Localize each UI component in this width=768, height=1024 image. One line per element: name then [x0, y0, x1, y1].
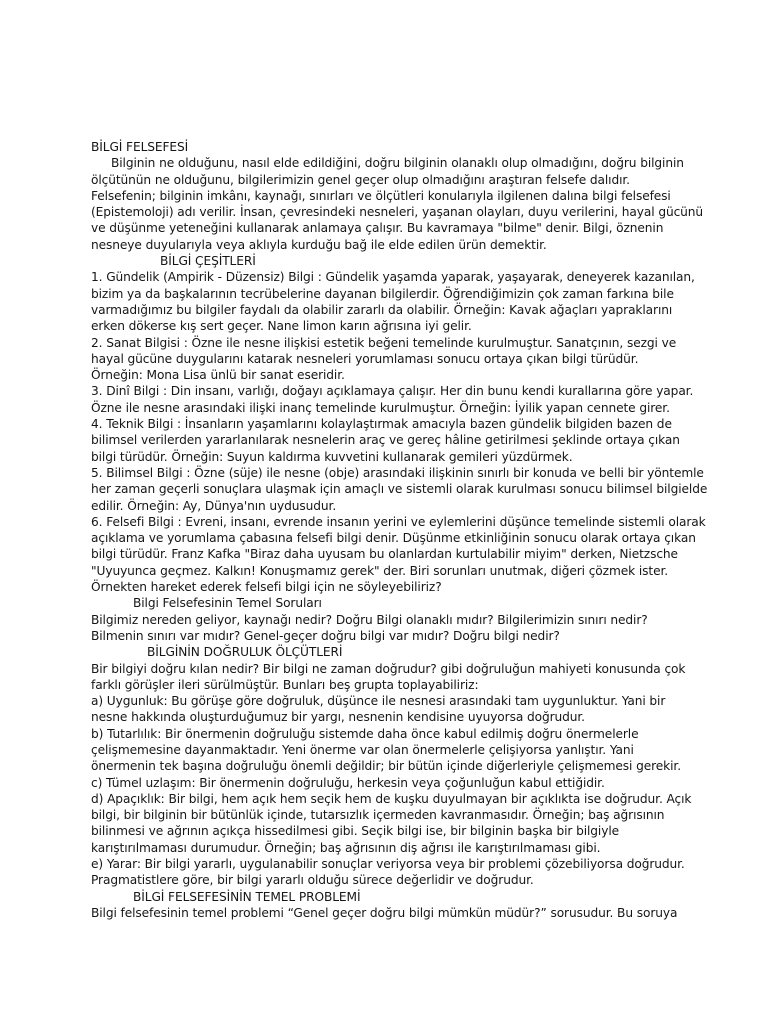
paragraph-line: Felsefenin; bilginin imkânı, kaynağı, sınırları ve ölçütleri konularıyla ilgilenen dalına bilgi felsefesi [91, 188, 671, 203]
paragraph-line: karıştırılmaması durumudur. Örneğin; baş ağrısının diş ağrısı ile karıştırılmaması gibi. [91, 840, 601, 855]
paragraph-line: 2. Sanat Bilgisi : Özne ile nesne ilişkisi estetik beğeni temelinde kurulmuştur. Sanatçının, sezgi ve [91, 335, 677, 350]
paragraph-line: bizim ya da başkalarının tecrübelerine dayanan bilgilerdir. Öğrendiğimizin çok zaman farkına bile [91, 286, 674, 301]
paragraph-line: b) Tutarlılık: Bir önermenin doğruluğu sistemde daha önce kabul edilmiş doğru önermelerle [91, 726, 639, 741]
paragraph-line: Bilgimiz nereden geliyor, kaynağı nedir? Doğru Bilgi olanaklı mıdır? Bilgilerimizin sınırı nedir? [91, 612, 648, 627]
paragraph-line: 5. Bilimsel Bilgi : Özne (süje) ile nesne (obje) arasındaki ilişkinin sınırlı bir konuda ve belli bir yöntemle [91, 465, 704, 480]
paragraph-line: erken dökerse kış sert geçer. Nane limon karın ağrısına iyi gelir. [91, 319, 472, 334]
section-heading: BİLGİNİN DOĞRULUK ÖLÇÜTLERİ [147, 645, 343, 660]
document-text [91, 139, 708, 921]
paragraph-line: 4. Teknik Bilgi : İnsanların yaşamlarını kolaylaştırmak amacıyla bazen gündelik bilgiden bazen de [91, 417, 672, 432]
paragraph-line: hayal gücüne duygularını katarak nesneleri yorumlaması sonucu ortaya çıkan bilgi türüdür. [91, 351, 639, 366]
paragraph-line: c) Tümel uzlaşım: Bir önermenin doğruluğu, herkesin veya çoğunluğun kabul ettiğidir. [91, 775, 605, 790]
paragraph-line: e) Yarar: Bir bilgi yararlı, uygulanabilir sonuçlar veriyorsa veya bir problemi çözebiliyorsa doğrudur. [91, 857, 685, 872]
paragraph-line: bilinmesi ve ağrının açıkça hissedilmesi gibi. Seçik bilgi ise, bir bilginin başka bir bilgiyle [91, 824, 620, 839]
paragraph-line: farklı görüşler ileri sürülmüştür. Bunları beş grupta toplayabiliriz: [91, 677, 479, 692]
paragraph-line: Bilmenin sınırı var mıdır? Genel-geçer doğru bilgi var mıdır? Doğru bilgi nedir? [91, 628, 560, 643]
paragraph-line: Özne ile nesne arasındaki ilişki inanç temelinde kurulmuştur. Örneğin: İyilik yapan cennete girer. [91, 400, 670, 415]
paragraph-line: nesne hakkında oluşturduğumuz bir yargı, nesnenin kendisine uyuyorsa doğrudur. [91, 710, 585, 725]
paragraph-line: "Uyuyunca geçmez. Kalkın! Konuşmamız gerek" der. Biri sorunları unutmak, diğeri çözmek ister. [91, 563, 669, 578]
paragraph-line: (Epistemoloji) adı verilir. İnsan, çevresindeki nesneleri, yaşanan olayları, duyu verilerini, hayal gücünü [91, 205, 704, 220]
paragraph-line: bilgi türüdür. Franz Kafka "Biraz daha uyusam bu olanlardan kurtulabilir miyim" derken, Nietzsche [91, 547, 678, 562]
paragraph-line: Pragmatistlere göre, bir bilgi yararlı olduğu sürece değerlidir ve doğrudur. [91, 873, 534, 888]
paragraph-line: 1. Gündelik (Ampirik - Düzensiz) Bilgi : Gündelik yaşamda yaparak, yaşayarak, deneyerek kazanılan, [91, 270, 695, 285]
section-heading: Bilgi Felsefesinin Temel Soruları [133, 596, 322, 611]
section-heading: BİLGİ FELSEFESİNİN TEMEL PROBLEMİ [133, 889, 361, 904]
paragraph-line: 6. Felsefi Bilgi : Evreni, insanı, evrende insanın yerini ve eylemlerini düşünce temelinde sistemli olarak [91, 514, 706, 529]
paragraph-line: d) Apaçıklık: Bir bilgi, hem açık hem seçik hem de kuşku duyulmayan bir açıklıkta ise doğrudur. Açık [91, 791, 692, 806]
paragraph-line: Bir bilgiyi doğru kılan nedir? Bir bilgi ne zaman doğrudur? gibi doğruluğun mahiyeti konusunda çok [91, 661, 686, 676]
paragraph-line: bilgi türüdür. Örneğin: Suyun kaldırma kuvvetini kullanarak gemileri yüzdürmek. [91, 449, 573, 464]
section-heading: BİLGİ ÇEŞİTLERİ [160, 254, 256, 269]
paragraph-line: Bilginin ne olduğunu, nasıl elde edildiğini, doğru bilginin olanaklı olup olmadığını, doğru bilginin [111, 156, 684, 171]
paragraph-line: ve düşünme yeteneğini kullanarak anlamaya çalışır. Bu kavramaya "bilme" denir. Bilgi, öznenin [91, 221, 664, 236]
paragraph-line: bilimsel verilerden yararlanılarak nesnelerin araç ve gereç hâline getirilmesi şeklinde ortaya çıkan [91, 433, 680, 448]
paragraph-line: a) Uygunluk: Bu görüşe göre doğruluk, düşünce ile nesnesi arasındaki tam uygunluktur. Yani bir [91, 694, 666, 709]
paragraph-line: ölçütünün ne olduğunu, bilgilerimizin genel geçer olup olmadığını araştıran felsefe dalıdır. [91, 172, 630, 187]
paragraph-line: her zaman geçerli sonuçlara ulaşmak için amaçlı ve sistemli olarak kurulması sonucu bilimsel bilgielde [91, 482, 708, 497]
paragraph-line: çelişmemesine dayanmaktadır. Yeni önerme var olan önermelerle çelişiyorsa yanlıştır. Yani [91, 742, 634, 757]
paragraph-line: önermenin tek başına doğruluğu önemli değildir; bir bütün içinde diğerleriyle çelişmemesi gerekir. [91, 759, 681, 774]
paragraph-line: nesneye duyularıyla veya aklıyla kurduğu bağ ile elde edilen ürün demektir. [91, 237, 547, 252]
paragraph-line: Bilgi felsefesinin temel problemi “Genel geçer doğru bilgi mümkün müdür?” sorusudur. Bu soruya [91, 905, 678, 920]
document-title: BİLGİ FELSEFESİ [91, 140, 189, 154]
paragraph-line: bilgi, bir bilginin bir bütünlük içinde, tutarsızlık içermeden kavranmasıdır. Örneğin; baş ağrısının [91, 808, 665, 823]
paragraph-line: Örnekten hareket ederek felsefi bilgi için ne söyleyebiliriz? [91, 580, 442, 595]
paragraph-line: Örneğin: Mona Lisa ünlü bir sanat eseridir. [91, 368, 345, 383]
paragraph-line: edilir. Örneğin: Ay, Dünya'nın uydusudur. [91, 498, 337, 513]
paragraph-line: açıklama ve yorumlama çabasına felsefi bilgi denir. Düşünme etkinliğinin sonucu olarak ortaya çıkan [91, 531, 696, 546]
paragraph-line: varmadığımız bu bilgiler faydalı da olabilir zararlı da olabilir. Örneğin: Kavak ağaçları yapraklarını [91, 302, 673, 317]
paragraph-line: 3. Dinî Bilgi : Din insanı, varlığı, doğayı açıklamaya çalışır. Her din bunu kendi kurallarına göre yapar. [91, 384, 694, 399]
